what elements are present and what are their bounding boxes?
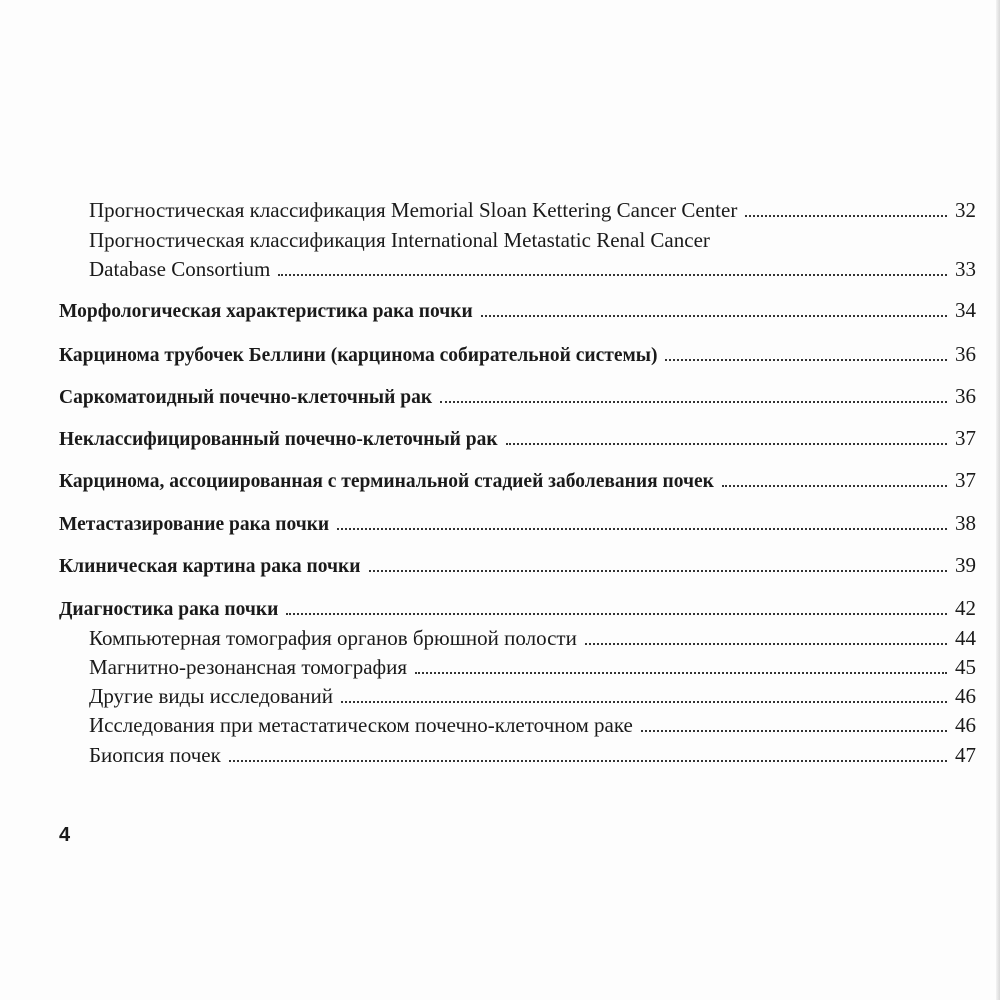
page-number: 4 <box>59 824 71 846</box>
toc-entry[interactable] <box>89 255 976 283</box>
toc-entry-title: Исследования при метастатическом почечно-клеточном раке <box>89 713 633 737</box>
toc-entry[interactable] <box>89 682 976 710</box>
toc-entry-title: Диагностика рака почки <box>59 599 279 620</box>
toc-leader-dots <box>369 570 947 572</box>
toc-entry-page: 32 <box>955 198 976 222</box>
toc-entry-title: Магнитно-резонансная томография <box>89 655 408 679</box>
toc-leader-dots <box>722 485 947 487</box>
toc-entry-page: 37 <box>955 468 976 492</box>
toc-entry[interactable] <box>89 196 976 224</box>
toc-entry-page: 34 <box>955 298 976 322</box>
toc-entry-title: Прогностическая классификация Memorial Sloan Kettering Cancer Center <box>89 198 738 222</box>
toc-entry-title: Биопсия почек <box>89 743 221 767</box>
toc-entry-title: Морфологическая характеристика рака почки <box>59 301 473 322</box>
toc-entry[interactable] <box>89 624 976 652</box>
toc-entry-page: 39 <box>955 553 976 577</box>
toc-entry-title: Прогностическая классификация International Metastatic Renal Cancer <box>89 228 710 252</box>
toc-entry[interactable] <box>89 653 976 681</box>
toc-leader-dots <box>341 701 947 703</box>
toc-entry-page: 42 <box>955 596 976 620</box>
toc-entry-page: 44 <box>955 626 976 650</box>
toc-entry[interactable] <box>89 741 976 769</box>
toc-leader-dots <box>286 613 947 615</box>
toc-entry-title: Метастазирование рака почки <box>59 514 330 535</box>
toc-entry-page: 45 <box>955 655 976 679</box>
page-edge-shadow <box>996 0 1000 1000</box>
toc-leader-dots <box>278 274 947 276</box>
toc-entry-title-continued: Database Consortium <box>89 257 271 281</box>
toc-leader-dots <box>745 215 947 217</box>
toc-leader-dots <box>337 528 947 530</box>
toc-entry-page: 37 <box>955 426 976 450</box>
toc-entry[interactable] <box>59 340 976 370</box>
toc-entry-title: Компьютерная томография органов брюшной полости <box>89 626 577 650</box>
toc-entry-page: 46 <box>955 713 976 737</box>
toc-entry-page: 38 <box>955 511 976 535</box>
toc-entry[interactable] <box>59 594 976 624</box>
toc-leader-dots <box>440 401 947 403</box>
toc-entry-title: Клиническая картина рака почки <box>59 556 361 577</box>
toc-leader-dots <box>481 315 947 317</box>
toc-entry[interactable] <box>59 551 976 581</box>
toc-entry-title: Другие виды исследований <box>89 684 333 708</box>
toc-leader-dots <box>229 760 947 762</box>
toc-entry[interactable] <box>89 711 976 739</box>
toc-entry-title: Карцинома трубочек Беллини (карцинома собирательной системы) <box>59 345 658 366</box>
toc-entry-page: 33 <box>955 257 976 281</box>
toc-leader-dots <box>585 643 947 645</box>
toc-leader-dots <box>641 730 947 732</box>
toc-entry[interactable] <box>59 466 976 496</box>
toc-entry-title: Карцинома, ассоциированная с терминальной стадией заболевания почек <box>59 471 714 492</box>
toc-leader-dots <box>506 443 947 445</box>
toc-leader-dots <box>665 359 947 361</box>
toc-entry-page: 36 <box>955 384 976 408</box>
toc-entry[interactable] <box>59 382 976 412</box>
toc-entry-page: 47 <box>955 743 976 767</box>
toc-entry-title: Саркоматоидный почечно-клеточный рак <box>59 387 433 408</box>
toc-entry-wrapped-first-line[interactable] <box>89 226 976 254</box>
toc-leader-dots <box>415 672 947 674</box>
toc-entry-page: 36 <box>955 342 976 366</box>
toc-entry[interactable] <box>59 509 976 539</box>
toc-entry-title: Неклассифицированный почечно-клеточный рак <box>59 429 498 450</box>
toc-entry-page: 46 <box>955 684 976 708</box>
toc-entry[interactable] <box>59 424 976 454</box>
toc-entry[interactable] <box>59 296 976 326</box>
